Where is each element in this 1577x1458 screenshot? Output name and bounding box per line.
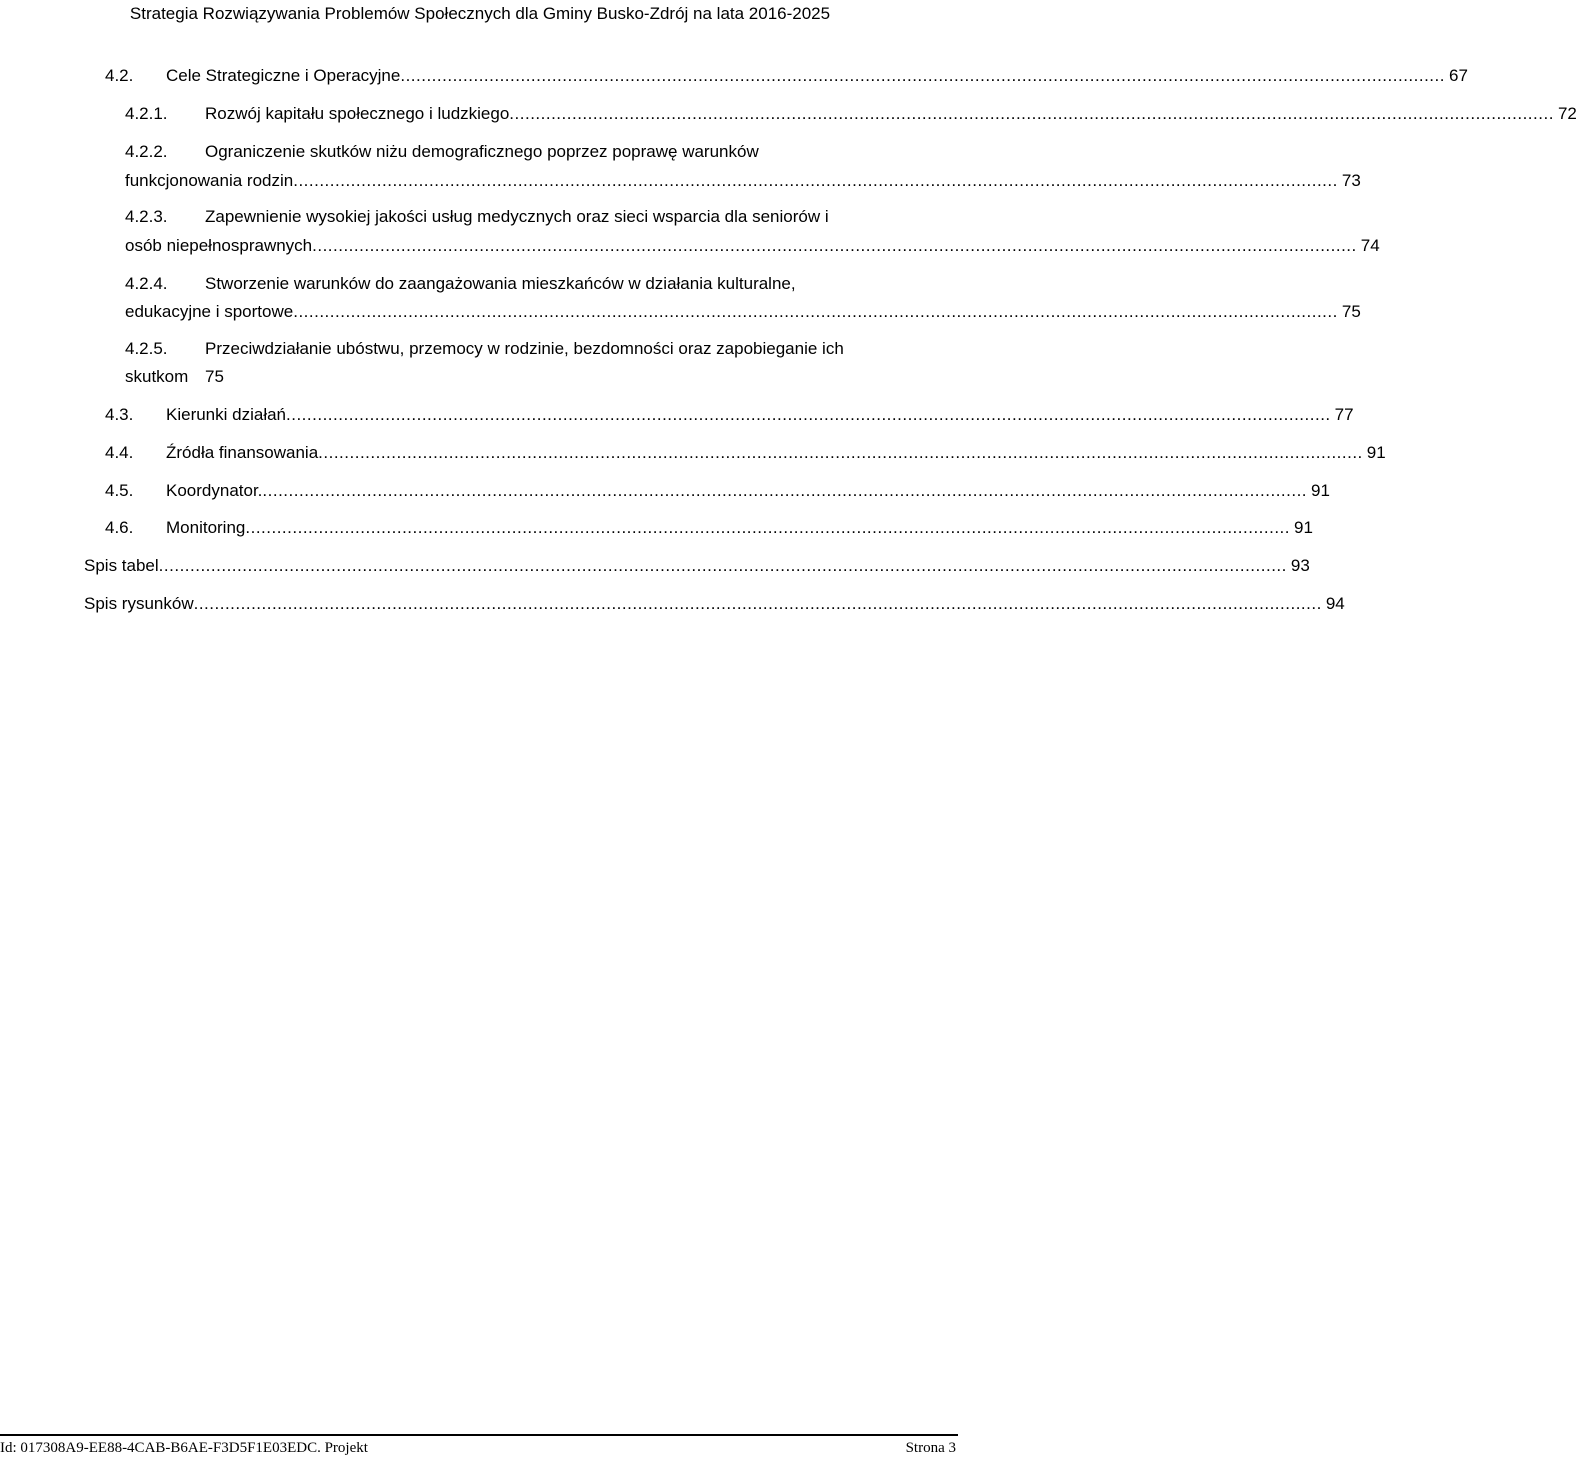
toc-leader-dots: ........................................................................................................................................................................................................ [400, 66, 1445, 85]
toc-entry-number: 4.2.4. [125, 274, 168, 293]
toc-entry[interactable] [0, 339, 960, 389]
toc-page-number: 91 [1366, 443, 1386, 462]
toc-entry[interactable] [0, 443, 1386, 465]
toc-entry[interactable] [0, 481, 1330, 503]
toc-entry-number: 4.2. [105, 66, 134, 85]
toc-entry-title: Koordynator. [166, 481, 263, 500]
toc-entry-title: Źródła finansowania [166, 443, 319, 462]
toc-page-number: 75 [205, 367, 224, 386]
toc-leader-dots: ........................................................................................................................................................................................................................ [158, 556, 1287, 575]
toc-entry[interactable] [0, 594, 1345, 616]
toc-entry-title-continued: funkcjonowania rodzin [125, 171, 294, 190]
page-number: Strona 3 [905, 1440, 956, 1456]
toc-entry-number: 4.6. [105, 518, 134, 537]
toc-entry[interactable] [0, 405, 1354, 427]
toc-entry-title-continued: edukacyjne i sportowe [125, 302, 294, 321]
toc-entry-number: 4.3. [105, 405, 134, 424]
toc-entry-number: 4.2.1. [125, 104, 168, 123]
toc-entry-title: Rozwój kapitału społecznego i ludzkiego [205, 104, 510, 123]
toc-entry-title-continued: skutkom [125, 367, 189, 386]
footer-divider [0, 1434, 958, 1436]
toc-entry-number: 4.2.5. [125, 339, 168, 358]
toc-page-number: 91 [1294, 518, 1313, 537]
toc-leader-dots: ........................................................................................................................................................................................................ [286, 405, 1331, 424]
toc-entry-title: Kierunki działań [166, 405, 287, 424]
toc-entry-title: Cele Strategiczne i Operacyjne [166, 66, 401, 85]
document-title: Strategia Rozwiązywania Problemów Społecznych dla Gminy Busko-Zdrój na lata 2016-2025 [129, 4, 831, 23]
toc-entry-title: Spis rysunków [84, 594, 194, 613]
toc-entry-title: Spis tabel [84, 556, 159, 575]
toc-entry-title: Stworzenie warunków do zaangażowania mieszkańców w działania kulturalne, [205, 274, 796, 293]
document-id: Id: 017308A9-EE88-4CAB-B6AE-F3D5F1E03EDC. Projekt [0, 1440, 368, 1456]
toc-page-number: 74 [1360, 236, 1380, 255]
toc-page-number: 73 [1341, 171, 1361, 190]
toc-entry-title: Monitoring [166, 518, 246, 537]
toc-leader-dots: ........................................................................................................................................................................................................................ [193, 594, 1322, 613]
toc-leader-dots: ........................................................................................................................................................................................................ [245, 518, 1291, 537]
toc-entry[interactable] [0, 104, 1577, 126]
toc-page-number: 94 [1325, 594, 1345, 613]
toc-leader-dots: ........................................................................................................................................................................................................ [262, 481, 1308, 500]
toc-entry[interactable] [0, 207, 1380, 257]
toc-page-number: 72 [1557, 104, 1577, 123]
toc-page-number: 77 [1334, 405, 1354, 424]
toc-page-number: 91 [1311, 481, 1330, 500]
page-footer [0, 1438, 958, 1458]
toc-entry-number: 4.4. [105, 443, 134, 462]
toc-page-number: 93 [1290, 556, 1310, 575]
toc-entry-title: Zapewnienie wysokiej jakości usług medycznych oraz sieci wsparcia dla seniorów i [205, 207, 829, 226]
toc-leader-dots: ........................................................................................................................................................................................................ [318, 443, 1363, 462]
toc-entry[interactable] [0, 556, 1310, 578]
toc-entry-number: 4.2.2. [125, 142, 168, 161]
toc-leader-dots: ........................................................................................................................................................................................................ [293, 171, 1338, 190]
toc-entry[interactable] [0, 142, 1361, 192]
toc-entry[interactable] [0, 274, 1361, 324]
toc-entry-number: 4.5. [105, 481, 134, 500]
toc-entry[interactable] [0, 518, 1313, 540]
toc-entry-title: Przeciwdziałanie ubóstwu, przemocy w rodzinie, bezdomności oraz zapobieganie ich [205, 339, 844, 358]
toc-entry-title: Ograniczenie skutków niżu demograficznego poprzez poprawę warunków [205, 142, 759, 161]
toc-leader-dots: ........................................................................................................................................................................................................ [509, 104, 1554, 123]
toc-leader-dots: ........................................................................................................................................................................................................ [312, 236, 1357, 255]
toc-leader-dots: ........................................................................................................................................................................................................ [293, 302, 1338, 321]
toc-page-number: 75 [1341, 302, 1361, 321]
toc-entry-title-continued: osób niepełnosprawnych [125, 236, 313, 255]
toc-entry-number: 4.2.3. [125, 207, 168, 226]
toc-page-number: 67 [1448, 66, 1468, 85]
toc-entry[interactable] [0, 66, 1468, 88]
